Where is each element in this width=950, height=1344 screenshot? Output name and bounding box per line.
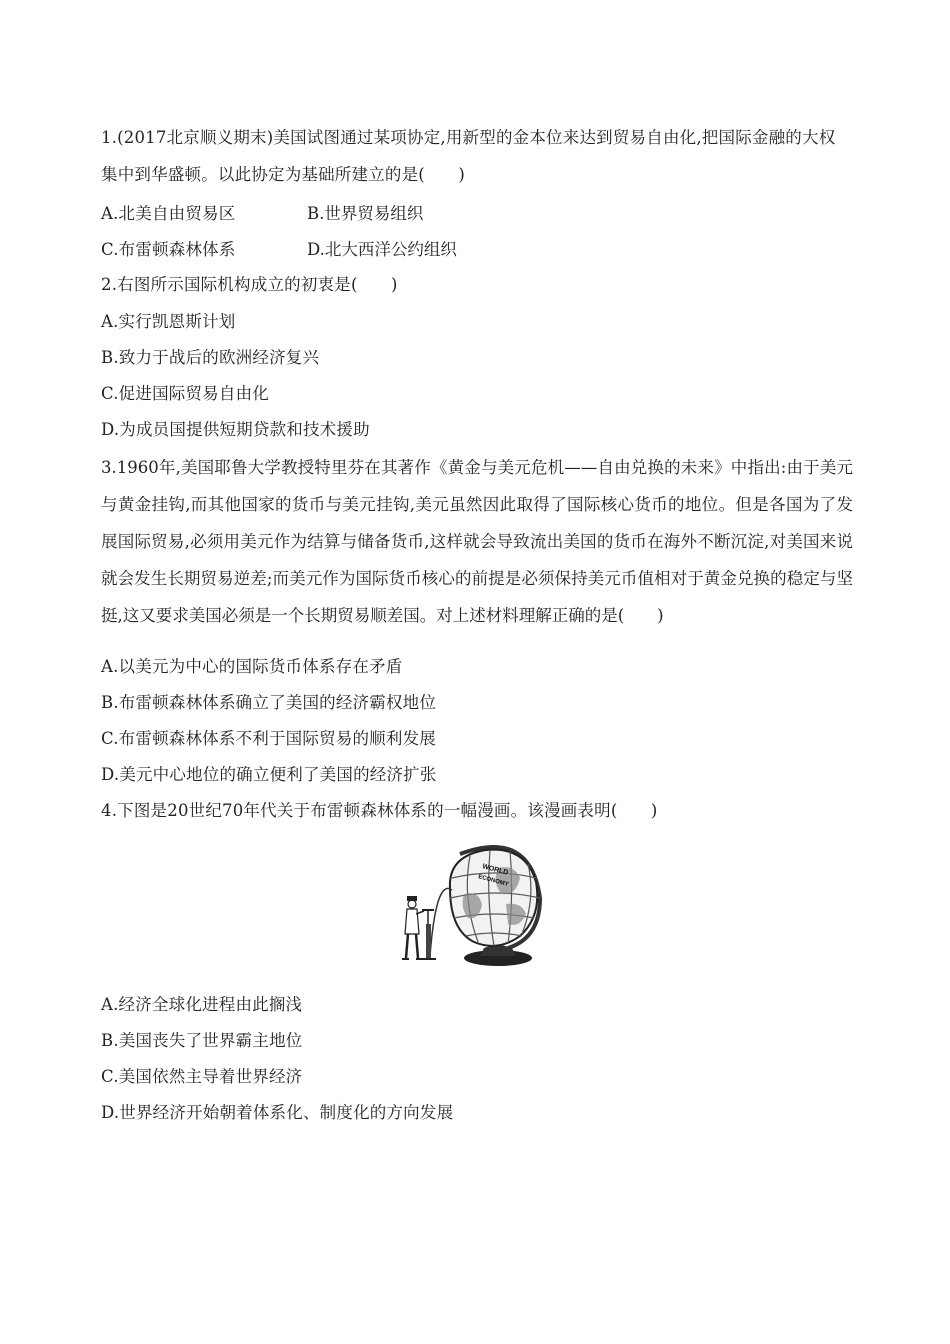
globe-sphere: [450, 850, 537, 946]
q4-stem: 4.下图是20世纪70年代关于布雷顿森林体系的一幅漫画。该漫画表明( ): [101, 801, 658, 820]
q4-option-d: D.世界经济开始朝着体系化、制度化的方向发展: [101, 1103, 454, 1122]
q3-option-a: A.以美元为中心的国际货币体系存在矛盾: [101, 657, 403, 676]
globe-label-economy: ECONOMY: [477, 874, 509, 888]
q1-option-a: A.北美自由贸易区: [101, 204, 236, 223]
q2-option-d: D.为成员国提供短期贷款和技术援助: [101, 420, 370, 439]
q4-option-b: B.美国丧失了世界霸主地位: [101, 1031, 303, 1050]
q3-option-d: D.美元中心地位的确立便利了美国的经济扩张: [101, 765, 437, 784]
q3-option-c: C.布雷顿森林体系不利于国际贸易的顺利发展: [101, 729, 436, 748]
pump-hose: [430, 888, 452, 956]
q1-stem-line2: 集中到华盛顿。以此协定为基础所建立的是( ): [101, 165, 465, 184]
q2-option-b: B.致力于战后的欧洲经济复兴: [101, 348, 320, 367]
globe-pump-cartoon: [390, 838, 558, 972]
q2-option-c: C.促进国际贸易自由化: [101, 384, 269, 403]
man-body: [405, 909, 419, 934]
q4-option-c: C.美国依然主导着世界经济: [101, 1067, 303, 1086]
q3-stem: 3.1960年,美国耶鲁大学教授特里芬在其著作《黄金与美元危机——自由兑换的未来》中指出:由于美元与黄金挂钩,而其他国家的货币与美元挂钩,美元虽然因此取得了国际核心货币的地位。但是各国为了发展国际贸易,必须用美元作为结算与储备货币,这样就会导致流出美国的货币在海外不断沉淀,对美国来说就会发生长期贸易逆差;而美元作为国际货币核心的前提是必须保持美元币值相对于黄金兑换的稳定与坚挺,这又要求美国必须是一个长期贸易顺差国。对上述材料理解正确的是( ): [101, 458, 853, 625]
q1-option-d: D.北大西洋公约组织: [307, 240, 457, 259]
man-hat: [407, 896, 417, 901]
globe-label-world: WORLD: [481, 863, 509, 877]
q1-option-b: B.世界贸易组织: [307, 204, 424, 223]
q2-option-a: A.实行凯恩斯计划: [101, 312, 236, 331]
q2-stem: 2.右图所示国际机构成立的初衷是( ): [101, 275, 398, 294]
q3-option-b: B.布雷顿森林体系确立了美国的经济霸权地位: [101, 693, 437, 712]
pump-body: [426, 924, 431, 958]
q1-option-c: C.布雷顿森林体系: [101, 240, 236, 259]
man-head: [408, 900, 416, 908]
q4-option-a: A.经济全球化进程由此搁浅: [101, 995, 303, 1014]
cartoon-figure: [390, 838, 558, 972]
q1-stem-line1: 1.(2017北京顺义期末)美国试图通过某项协定,用新型的金本位来达到贸易自由化,把国际金融的大权: [101, 128, 836, 147]
